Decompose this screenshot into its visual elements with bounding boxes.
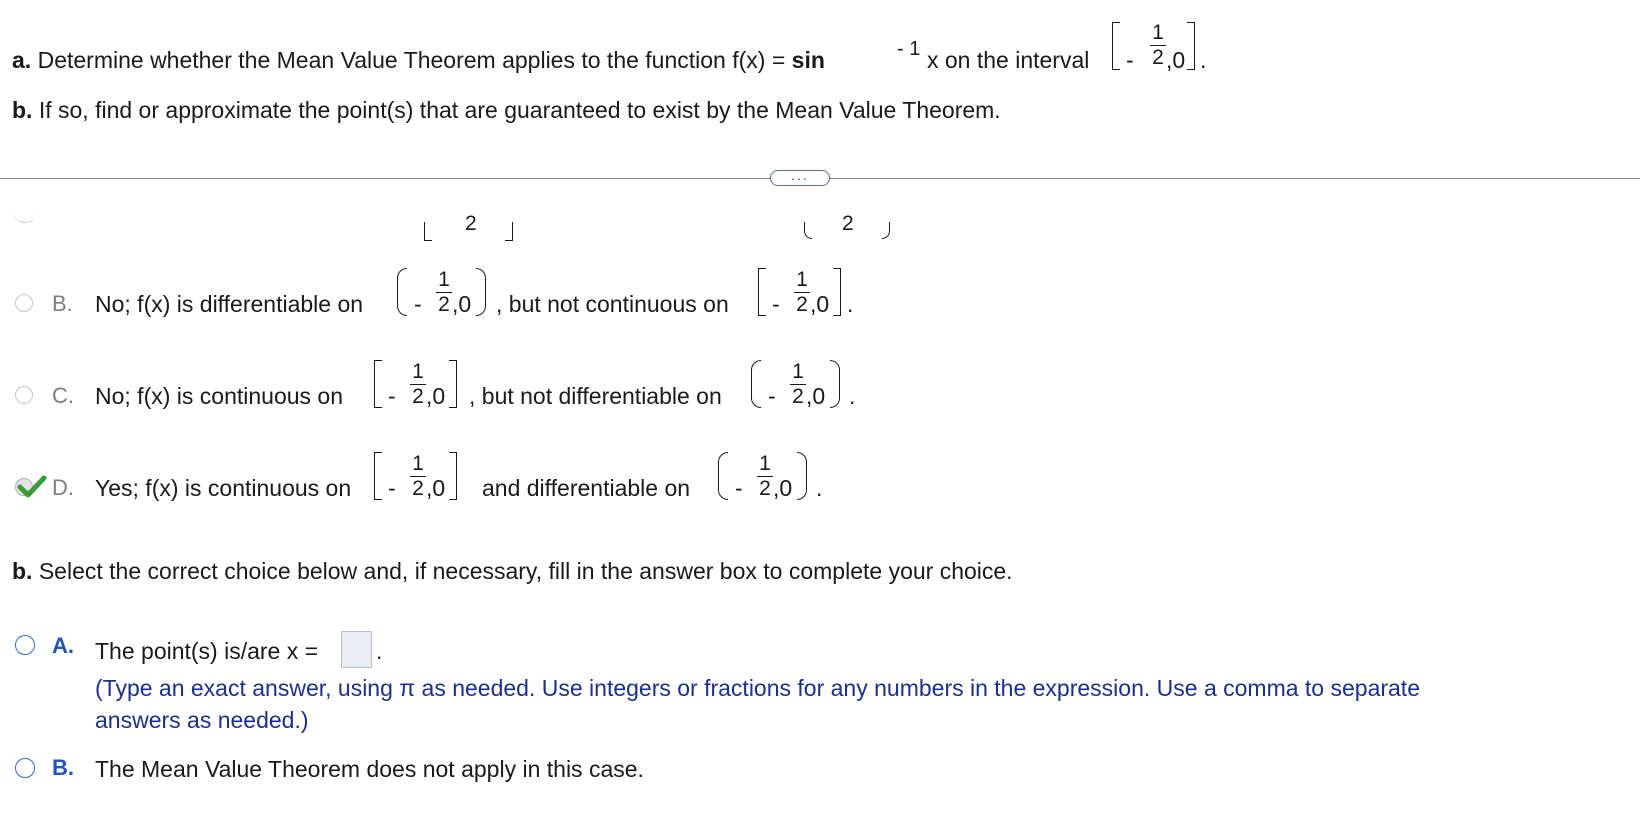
part-b-text: If so, find or approximate the point(s) that are guaranteed to exist by the Mean Value Theorem. [38, 97, 1001, 123]
part-a-end: ,0 [1166, 47, 1186, 73]
part-a-exponent: - 1 [897, 38, 921, 60]
part-a-minus: - [1126, 47, 1134, 73]
part-b-label: b. [12, 97, 33, 123]
clipped-two-b: 2 [842, 212, 854, 235]
clipped-bracket-fragment [424, 222, 432, 241]
clipped-paren-fragment [804, 222, 812, 239]
part-b2-text: Select the correct choice below and, if necessary, fill in the answer box to complete your choice. [38, 558, 1013, 584]
choice-c-fraction-1: 1 2 [410, 361, 426, 407]
choice-b-text[interactable]: No; f(x) is differentiable on [95, 291, 364, 317]
part-a-label: a. [12, 47, 32, 73]
part-a-func: sin [791, 47, 825, 73]
choice-b-a-text[interactable]: The point(s) is/are x = [95, 638, 319, 664]
answer-input[interactable] [341, 631, 372, 668]
clipped-two-a: 2 [465, 212, 477, 235]
check-icon [14, 475, 48, 499]
choice-b-paren-right [476, 268, 486, 316]
choice-d-bracket-right [449, 452, 457, 500]
expand-dots-button[interactable]: ... [770, 170, 830, 186]
choice-d-period: . [816, 475, 823, 501]
choice-c-minus-1: - [388, 383, 396, 409]
choice-b-b-text[interactable]: The Mean Value Theorem does not apply in this case. [95, 756, 644, 782]
choice-d-letter: D. [52, 475, 74, 500]
choice-b-end-2: ,0 [810, 291, 830, 317]
part-a-fraction: 1 2 [1150, 22, 1166, 68]
choice-c-paren-right [830, 360, 840, 408]
choice-c-text[interactable]: No; f(x) is continuous on [95, 383, 344, 409]
choice-d-minus-2: - [735, 475, 743, 501]
choice-d-text2: and differentiable on [482, 475, 691, 501]
part-b-instruction [12, 558, 1013, 585]
choice-d-end-1: ,0 [426, 475, 446, 501]
answer-format-note [95, 672, 1420, 736]
choice-c-minus-2: - [768, 383, 776, 409]
choice-b-minus-1: - [414, 291, 422, 317]
choice-b-letter: B. [52, 291, 73, 316]
choice-b-a-radio[interactable] [15, 635, 35, 655]
choice-c-bracket-right [449, 360, 457, 408]
part-b-question [12, 97, 1001, 124]
choice-d-bracket-left [374, 452, 382, 500]
choice-c-radio[interactable] [15, 386, 33, 404]
choice-c-paren-left [751, 360, 761, 408]
choice-d-paren-left [718, 452, 728, 500]
choice-b-b-radio[interactable] [15, 758, 35, 778]
clipped-radio-fragment [14, 212, 36, 223]
choice-d-fraction-1: 1 2 [410, 453, 426, 499]
choice-b-minus-2: - [772, 291, 780, 317]
choice-c-text2: , but not differentiable on [469, 383, 722, 409]
choice-b-fraction-1: 1 2 [436, 269, 452, 315]
choice-c-bracket-left [374, 360, 382, 408]
choice-c-letter: C. [52, 383, 74, 408]
part-a-text: Determine whether the Mean Value Theorem applies to the function f(x) = [37, 47, 786, 73]
note-line-1: (Type an exact answer, using π as needed. Use integers or fractions for any numbers in the expression. Use a comma to separate [95, 675, 1420, 701]
choice-c-end-1: ,0 [426, 383, 446, 409]
part-a-bracket-left [1112, 22, 1120, 70]
choice-b-b-letter: B. [52, 755, 74, 780]
part-a-text-after: x on the interval [927, 47, 1090, 73]
choice-b-bracket-left [758, 268, 766, 316]
note-line-2: answers as needed.) [95, 707, 309, 733]
clipped-paren-fragment-right [882, 222, 890, 239]
choice-d-text[interactable]: Yes; f(x) is continuous on [95, 475, 352, 501]
choice-b-text2: , but not continuous on [496, 291, 729, 317]
choice-b-a-letter: A. [52, 633, 74, 658]
choice-c-fraction-2: 1 2 [790, 361, 806, 407]
choice-d-minus-1: - [388, 475, 396, 501]
choice-b-radio[interactable] [15, 294, 33, 312]
clipped-bracket-fragment-right [505, 222, 513, 241]
choice-b-period: . [847, 291, 854, 317]
part-a-period: . [1200, 47, 1207, 73]
choice-b-paren-left [397, 268, 407, 316]
choice-d-paren-right [797, 452, 807, 500]
choice-b-end-1: ,0 [452, 291, 472, 317]
choice-c-end-2: ,0 [806, 383, 826, 409]
choice-d-fraction-2: 1 2 [757, 453, 773, 499]
choice-c-period: . [849, 383, 856, 409]
choice-b-fraction-2: 1 2 [794, 269, 810, 315]
choice-b-a-period: . [376, 638, 383, 664]
choice-b-bracket-right [833, 268, 841, 316]
part-a-bracket-right [1187, 22, 1195, 70]
part-a-question [12, 47, 825, 74]
choice-d-end-2: ,0 [773, 475, 793, 501]
part-b2-label: b. [12, 558, 33, 584]
